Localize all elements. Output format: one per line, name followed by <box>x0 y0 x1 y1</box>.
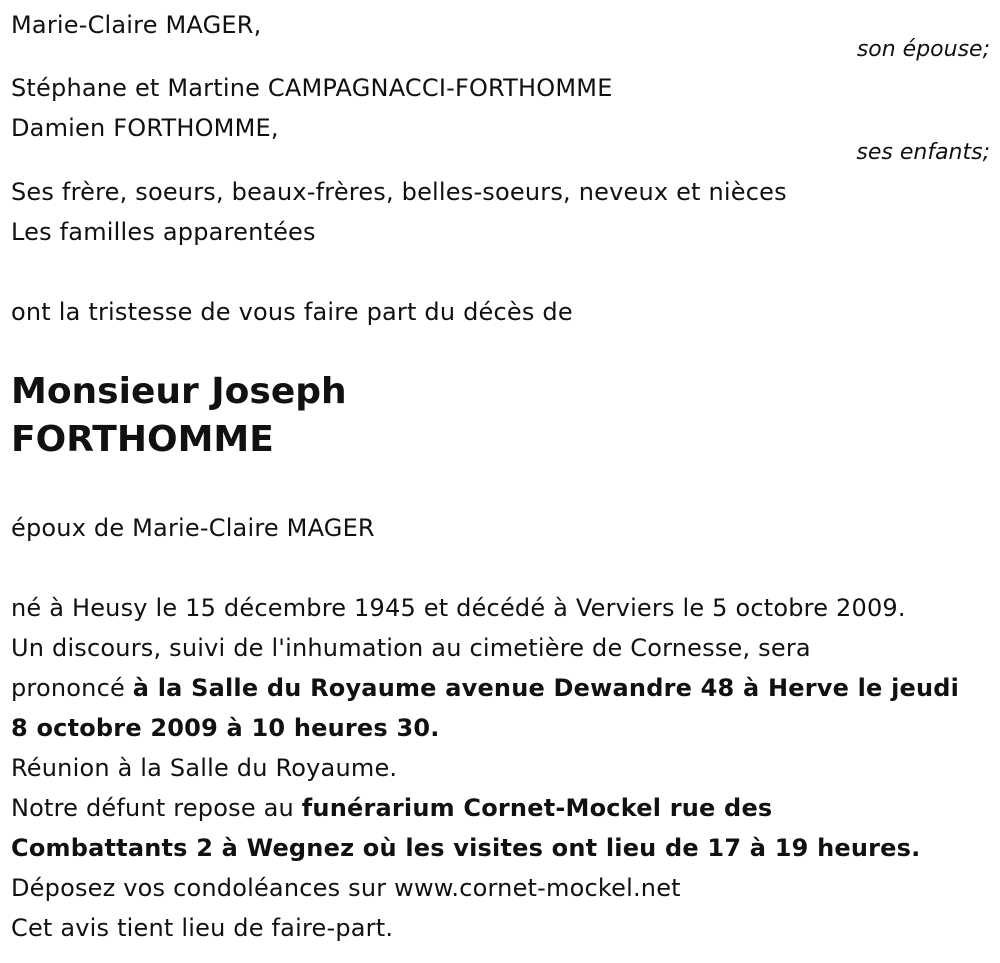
announcement-text: ont la tristesse de vous faire part du décès de <box>11 298 573 326</box>
service-date-line <box>11 713 440 743</box>
rest-place-line <box>11 833 920 863</box>
birth-death-line: né à Heusy le 15 décembre 1945 et décédé à Verviers le 5 octobre 2009. <box>11 594 906 622</box>
rest-place-part2: Combattants 2 à Wegnez où les visites ont lieu de 17 à 19 heures. <box>11 834 921 862</box>
siblings-line: Ses frère, soeurs, beaux-frères, belles-soeurs, neveux et nièces <box>11 178 787 206</box>
related-families: Les familles apparentées <box>11 218 316 246</box>
deceased-name-line-2: FORTHOMME <box>11 419 274 460</box>
rest-place-part1: funérarium Cornet-Mockel rue des <box>301 794 773 822</box>
deceased-name-line-1: Monsieur Joseph <box>11 371 347 412</box>
children-role: ses enfants; <box>856 140 990 165</box>
service-place-part2: 8 octobre 2009 à 10 heures 30. <box>11 714 440 742</box>
spouse-name: Marie-Claire MAGER, <box>11 11 262 39</box>
spouse-of: époux de Marie-Claire MAGER <box>11 514 375 542</box>
notice-line: Cet avis tient lieu de faire-part. <box>11 914 394 942</box>
rest-line <box>11 793 772 823</box>
service-place-line <box>11 673 959 703</box>
service-intro: Un discours, suivi de l'inhumation au cimetière de Cornesse, sera <box>11 634 811 662</box>
reunion-line: Réunion à la Salle du Royaume. <box>11 754 398 782</box>
service-place-part1: à la Salle du Royaume avenue Dewandre 48 à Herve le jeudi <box>132 674 960 702</box>
spouse-role: son épouse; <box>856 37 990 62</box>
condolences-line: Déposez vos condoléances sur www.cornet-mockel.net <box>11 874 681 902</box>
service-pronounce: prononcé <box>11 674 133 702</box>
child-2: Damien FORTHOMME, <box>11 114 279 142</box>
rest-intro: Notre défunt repose au <box>11 794 302 822</box>
child-1: Stéphane et Martine CAMPAGNACCI-FORTHOMME <box>11 74 613 102</box>
